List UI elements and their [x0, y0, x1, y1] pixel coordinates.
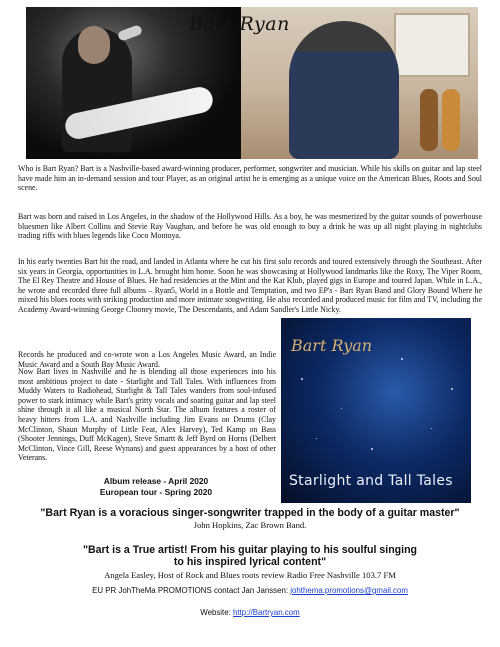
- bio-paragraph-career: In his early twenties Bart hit the road, and landed in Atlanta where he cut his first solo records and toured extensively through the Southeast. After six years in Georgia, opportunities in L.A. brought him home. Soon he was showcasing at Hollywood landmarks like the Roxy, The Viper Room, The El Rey Theatre and House of Blues. He had residencies at the Mint and the Kat Klub, played gigs in Europe and toured Japan. While in L.A., he wrote and recorded three full albums – Ryan5, World in a Bottle and Temptation, and two EP's - Bart Ryan Band and Glory Bound Where he mixed his blues roots with striking production and more intimate songwriting. He also recorded and produced music for film and TV, including the Academy Award-winning George Clooney movie, The Descendants, and Adam Sandler's Little Nicky.: [18, 257, 482, 314]
- album-cover: [281, 318, 471, 503]
- bart-ryan-logo: Bart Ryan: [189, 13, 290, 35]
- website-line: [0, 608, 500, 617]
- quote-easley-line2: to his inspired lyrical content": [173, 556, 327, 568]
- website-link[interactable]: http://Bartryan.com: [233, 608, 300, 617]
- quote-hopkins-attribution: John Hopkins, Zac Brown Band.: [193, 520, 307, 530]
- quote-easley-line1: "Bart is a True artist! From his guitar playing to his soulful singing: [82, 544, 418, 556]
- star-dot: [451, 388, 453, 390]
- quote-easley: [0, 544, 500, 568]
- contact-email-link[interactable]: johthema.promotions@gmail.com: [290, 586, 408, 595]
- european-tour-date: European tour - Spring 2020: [99, 487, 213, 497]
- portrait-figure: [289, 21, 399, 159]
- guitar-icon: [420, 89, 438, 151]
- album-logo: Bart Ryan: [291, 336, 373, 355]
- website-prefix: Website:: [200, 608, 234, 617]
- album-title: Starlight and Tall Tales: [289, 473, 453, 489]
- star-dot: [431, 428, 432, 429]
- star-dot: [301, 378, 303, 380]
- star-dot: [341, 408, 342, 409]
- contact-prefix: EU PR JohTheMa PROMOTIONS contact Jan Janssen:: [92, 586, 291, 595]
- quote-easley-attribution: Angela Easley, Host of Rock and Blues roots review Radio Free Nashville 103.7 FM: [104, 570, 396, 580]
- album-release-date: Album release - April 2020: [103, 476, 209, 486]
- bio-paragraph-awards: Records he produced and co-wrote won a Los Angeles Music Award, an Indie Music Award and a South Bay Music Award.: [18, 350, 276, 369]
- bio-paragraph-intro: Who is Bart Ryan? Bart is a Nashville-based award-winning producer, performer, songwriter and musician. While his skills on guitar and lap steel have made him an in-demand session and tour Player, as an original artist he is emerging as a unique voice on the American Blues, Roots and Soul scene.: [18, 164, 482, 193]
- bio-paragraph-nashville: Now Bart lives in Nashville and he is blending all those experiences into his most ambitious project to date - Starlight and Tall Tales. With influences from Muddy Waters to Radiohead, Starlight & Tall Tales wanders from soul-infused power to stark intimacy while Bart's gritty vocals and soaring guitar and lap steel shine through it all like a musical North Star. The album features a roster of heavy hitters from L.A. and Nashville including Jim Evans on Drums (Clay McClinton, Shaun Murphy of Little Feat, Alex Harvey), Ted Kamp on Bass (Shooter Jennings, Duff McKagen), Steve Smartt & Jeff Byrd on Horns (Delbert McClinton, Vince Gill, Reese Wynans) and guest appearances by a host of other Veterans.: [18, 367, 276, 463]
- star-dot: [316, 438, 317, 439]
- star-dot: [371, 448, 373, 450]
- singer-face: [78, 26, 110, 64]
- window-background: [394, 13, 470, 77]
- star-dot: [401, 358, 403, 360]
- guitar-icon: [442, 89, 460, 151]
- contact-line: [0, 586, 500, 595]
- quote-hopkins: "Bart Ryan is a voracious singer-songwriter trapped in the body of a guitar master": [40, 507, 460, 519]
- bio-paragraph-childhood: Bart was born and raised in Los Angeles, in the shadow of the Hollywood Hills. As a boy, he was mesmerized by the guitar sounds of powerhouse bluesmen like Albert Collins and Stevie Ray Vaughan, and before he was old enough to buy a drink he was up all night playing in nightclubs trading riffs with blues legends like Coco Montoya.: [18, 212, 482, 241]
